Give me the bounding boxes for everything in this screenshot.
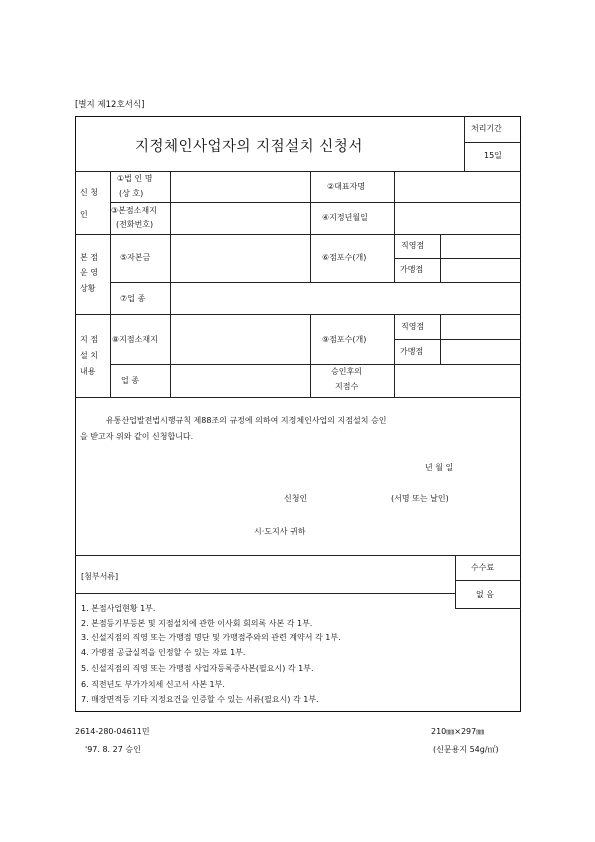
signature-note: (서명 또는 날인) [391, 494, 449, 503]
grid-line [455, 580, 521, 581]
section-hq-label: 본 점 [80, 253, 98, 262]
grid-line [75, 314, 521, 315]
grid-line [455, 555, 456, 608]
branch-franchise-store-field[interactable] [442, 341, 519, 362]
paper-type: (신문용지 54g/㎡) [433, 745, 499, 754]
grid-line [110, 202, 521, 203]
attachment-item: 2. 본점등기부등본 및 지점설치에 관한 이사회 회의록 사본 각 1부. [81, 619, 313, 628]
hq-business-type-label: ⑦업 종 [120, 294, 146, 303]
branch-business-type-field[interactable] [172, 366, 308, 395]
attachment-item: 1. 본점사업현황 1부. [81, 604, 156, 613]
attachment-item: 7. 매장면적등 기타 지정요건을 인증할 수 있는 서류(필요시) 각 1부. [81, 695, 319, 704]
branch-address-field[interactable] [172, 316, 308, 362]
grid-line [310, 314, 311, 397]
grid-line [110, 282, 521, 283]
section-branch-label: 내용 [80, 367, 96, 376]
branches-after-approval-field[interactable] [396, 366, 519, 395]
grid-line [75, 171, 521, 172]
grid-line [75, 234, 521, 235]
fee-label: 수수료 [471, 563, 495, 572]
grid-line [464, 116, 465, 171]
attachment-item: 5. 신설지점의 직영 또는 가맹점 사업자등록증사본(필요시) 각 1부. [81, 664, 314, 673]
attachments-header: [첨부서류] [81, 572, 119, 581]
grid-line [75, 397, 521, 398]
addressee: 시·도지사 귀하 [254, 527, 306, 536]
section-branch-label: 설 치 [80, 351, 98, 360]
hq-address-label: ③본점소재지 [111, 206, 157, 215]
section-applicant-label: 신 청 [80, 188, 98, 197]
corp-name-sublabel: (상 호) [119, 189, 144, 198]
applicant-name-field[interactable] [318, 491, 388, 505]
branch-direct-store-label: 직영점 [401, 322, 425, 331]
processing-period-label: 처리기간 [471, 124, 502, 133]
grid-line [394, 339, 521, 340]
branch-direct-store-field[interactable] [442, 316, 519, 337]
grid-line [455, 608, 521, 609]
paper-size: 210㎜×297㎜ [431, 727, 485, 736]
fee-value: 없 음 [476, 590, 494, 599]
grid-line [440, 314, 441, 364]
hq-direct-store-label: 직영점 [401, 241, 425, 250]
section-hq-label: 상황 [80, 284, 96, 293]
page-title: 지정체인사업자의 지점설치 신청서 [135, 139, 363, 155]
corp-name-label: ①법 인 명 [117, 174, 153, 183]
section-branch-label: 지 점 [80, 335, 98, 344]
capital-field[interactable] [172, 236, 308, 280]
grid-line [110, 171, 111, 397]
branches-after-approval-label: 승인후의 [331, 367, 362, 376]
hq-store-count-label: ⑥점포수(개) [322, 253, 367, 262]
branch-store-count-label: ⑨점포수(개) [322, 335, 367, 344]
grid-line [464, 142, 521, 143]
processing-period-value: 15일 [484, 151, 502, 160]
grid-line [170, 171, 171, 397]
statement-text: 유통산업발전법시행규칙 제88조의 규정에 의하여 지정체인사업의 지점설치 승인 [106, 416, 387, 425]
date-line: 년 월 일 [425, 463, 454, 472]
branches-after-approval-label: 지점수 [335, 382, 359, 391]
hq-franchise-store-field[interactable] [442, 260, 519, 280]
hq-franchise-store-label: 가맹점 [400, 265, 424, 274]
section-hq-label: 운 영 [80, 268, 98, 277]
hq-direct-store-field[interactable] [442, 236, 519, 256]
statement-text: 을 받고자 위와 같이 신청합니다. [80, 432, 194, 441]
representative-field[interactable] [396, 173, 519, 200]
hq-address-field[interactable] [172, 204, 308, 232]
corp-name-field[interactable] [172, 173, 308, 200]
form-code: 2614-280-04611민 [75, 727, 150, 736]
grid-line [440, 234, 441, 282]
capital-label: ⑤자본금 [120, 253, 151, 262]
approval-date: '97. 8. 27 승인 [85, 745, 141, 754]
attachment-item: 4. 가맹점 공급실적을 인정할 수 있는 자료 1부. [81, 648, 246, 657]
grid-line [110, 364, 521, 365]
attachment-item: 3. 신설지점의 직영 또는 가맹점 명단 및 가맹점주와의 관련 계약서 각 1부. [81, 633, 341, 642]
grid-line [394, 171, 395, 282]
applicant-signature-label: 신청인 [284, 494, 308, 503]
designation-date-label: ④지정년월일 [322, 213, 368, 222]
representative-label: ②대표자명 [327, 182, 366, 191]
branch-address-label: ⑧지점소재지 [112, 335, 158, 344]
designation-date-field[interactable] [396, 204, 519, 232]
grid-line [394, 314, 395, 397]
hq-phone-sublabel: (전화번호) [116, 220, 154, 229]
hq-business-type-field[interactable] [172, 284, 519, 312]
branch-business-type-label: 업 종 [121, 376, 139, 385]
attachment-item: 6. 직전년도 부가가치세 신고서 사본 1부. [81, 680, 225, 689]
grid-line [75, 593, 455, 594]
grid-line [394, 258, 521, 259]
section-applicant-label: 인 [80, 210, 88, 219]
form-number: [별지 제12호서식] [75, 100, 145, 110]
grid-line [310, 171, 311, 282]
branch-franchise-store-label: 가맹점 [400, 347, 424, 356]
